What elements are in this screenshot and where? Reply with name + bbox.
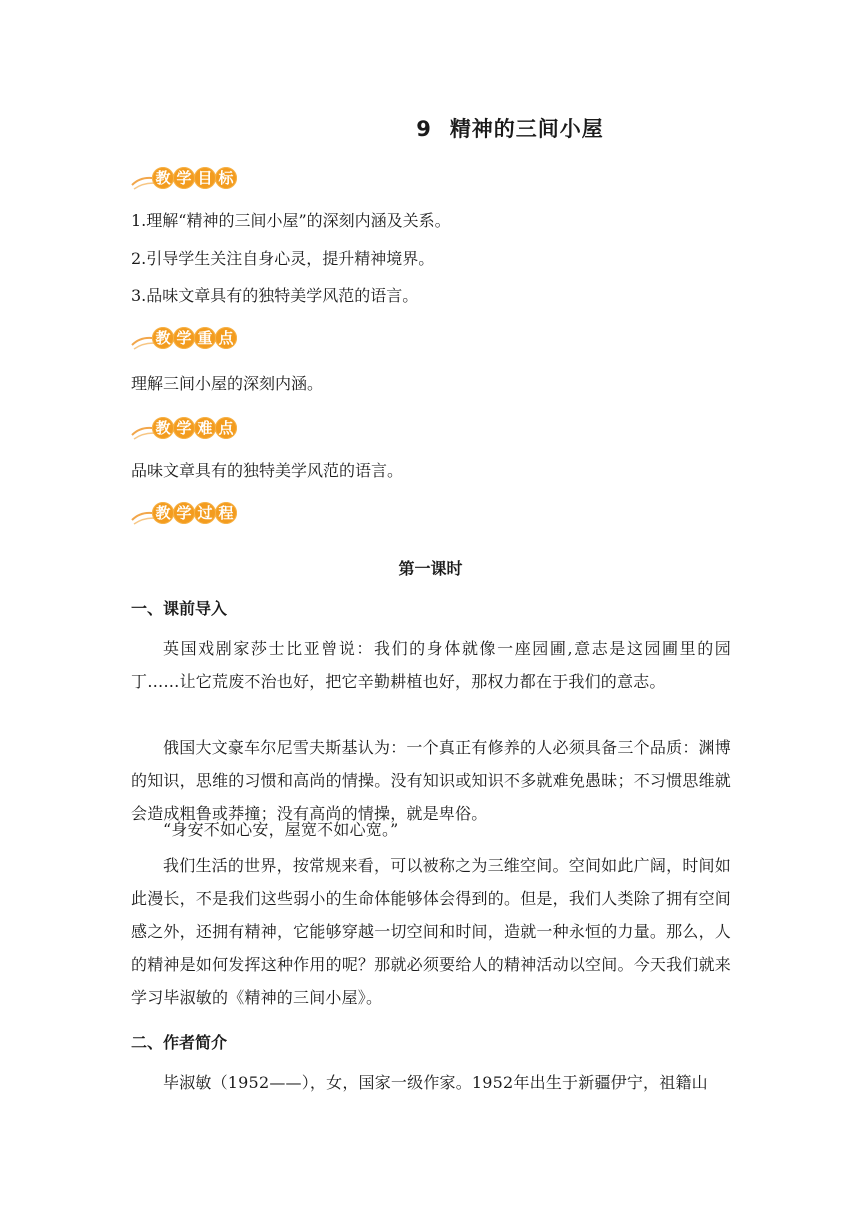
lesson-title: 第一课时 — [398, 559, 463, 578]
badge-teaching-process — [130, 500, 245, 530]
badge-char: 学 — [173, 417, 195, 439]
section-heading-intro: 一、课前导入 — [131, 599, 228, 618]
section-heading-author: 二、作者简介 — [131, 1033, 228, 1052]
badge-difficulties — [130, 415, 245, 445]
badge-char: 点 — [215, 417, 237, 439]
paragraph: 毕淑敏（1952——），女，国家一级作家。1952年出生于新疆伊宁，祖籍山 — [163, 1073, 708, 1092]
badge-char: 教 — [152, 417, 174, 439]
badge-key-points — [130, 325, 245, 355]
paragraph: 我们生活的世界，按常规来看，可以被称之为三维空间。空间如此广阔，时间如此漫长，不是我们这些弱小的生命体能够体会得到的。但是，我们人类除了拥有空间感之外，还拥有精神，它能够穿越一切空间和时间，造就一种永恒的力量。那么，人的精神是如何发挥这种作用的呢？那就必须要给人的精神活动以空间。今天我们就来学习毕淑敏的《精神的三间小屋》。 — [131, 856, 731, 1007]
badge-char: 目 — [194, 167, 216, 189]
badge-char: 教 — [152, 327, 174, 349]
badge-char: 教 — [152, 502, 174, 524]
badge-teaching-goals — [130, 165, 245, 195]
badge-char: 难 — [194, 417, 216, 439]
goal-item-1: 1.理解“精神的三间小屋”的深刻内涵及关系。 — [131, 211, 451, 230]
lesson-title-text: 精神的三间小屋 — [449, 117, 604, 141]
badge-char: 教 — [152, 167, 174, 189]
page-title — [0, 113, 860, 143]
goal-item-2: 2.引导学生关注自身心灵，提升精神境界。 — [131, 249, 435, 268]
badge-char: 点 — [215, 327, 237, 349]
paragraph: 英国戏剧家莎士比亚曾说：我们的身体就像一座园圃,意志是这园圃里的园丁……让它荒废不治也好，把它辛勤耕植也好，那权力都在于我们的意志。 — [131, 639, 731, 691]
difficulties-text: 品味文章具有的独特美学风范的语言。 — [131, 461, 404, 480]
paragraph: 俄国大文豪车尔尼雪夫斯基认为：一个真正有修养的人必须具备三个品质：渊博的知识，思维的习惯和高尚的情操。没有知识或知识不多就难免愚昧；不习惯思维就会造成粗鲁或莽撞；没有高尚的情操，就是卑俗。 — [131, 738, 731, 823]
badge-char: 过 — [194, 502, 216, 524]
badge-char: 学 — [173, 327, 195, 349]
badge-char: 重 — [194, 327, 216, 349]
goal-item-3: 3.品味文章具有的独特美学风范的语言。 — [131, 286, 419, 305]
badge-char: 学 — [173, 167, 195, 189]
badge-char: 程 — [215, 502, 237, 524]
key-points-text: 理解三间小屋的深刻内涵。 — [131, 374, 324, 393]
lesson-number: 9 — [416, 117, 432, 141]
badge-char: 学 — [173, 502, 195, 524]
badge-char: 标 — [215, 167, 237, 189]
paragraph-quote: “身安不如心安，屋宽不如心宽。” — [163, 820, 399, 839]
